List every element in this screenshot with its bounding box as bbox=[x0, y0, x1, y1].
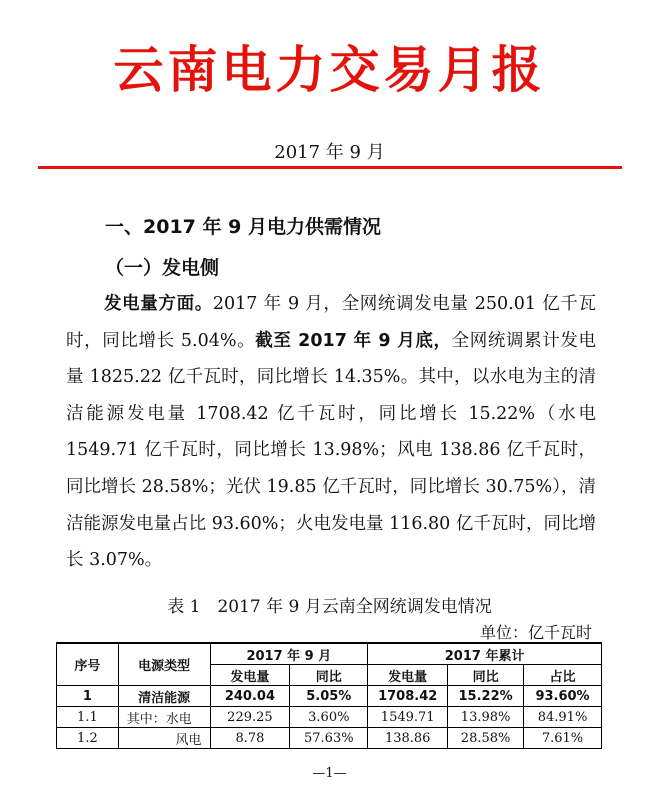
page-number: —1— bbox=[312, 766, 347, 781]
row-seq: 1.1 bbox=[57, 707, 119, 728]
header-cumulative-group: 2017 年累计 bbox=[368, 643, 602, 665]
table-unit: 单位：亿千瓦时 bbox=[479, 623, 592, 642]
row-type: 风电 bbox=[118, 728, 210, 749]
row-month-yoy: 3.60% bbox=[290, 707, 368, 728]
para-text-1: 2017 年 9 月，全网统调发电量 250.01 亿千瓦时，同比增长 5.04%。 bbox=[66, 294, 597, 351]
row-seq: 1.2 bbox=[57, 728, 119, 749]
row-type: 其中：水电 bbox=[118, 707, 210, 728]
row-cum-gen: 1708.42 bbox=[368, 686, 448, 707]
header-month-gen: 发电量 bbox=[210, 665, 290, 686]
row-month-yoy: 57.63% bbox=[290, 728, 368, 749]
row-cum-gen: 1549.71 bbox=[368, 707, 448, 728]
table-row bbox=[57, 728, 602, 749]
para-mid-bold: 截至 2017 年 9 月底， bbox=[255, 330, 452, 351]
row-seq: 1 bbox=[57, 686, 119, 707]
row-month-gen: 8.78 bbox=[210, 728, 290, 749]
table-row bbox=[57, 686, 602, 707]
generation-table bbox=[56, 642, 602, 749]
row-month-yoy: 5.05% bbox=[290, 686, 368, 707]
row-cum-yoy: 13.98% bbox=[448, 707, 524, 728]
row-cum-yoy: 15.22% bbox=[448, 686, 524, 707]
section-heading: 一、2017 年 9 月电力供需情况 bbox=[105, 216, 381, 238]
header-month-yoy: 同比 bbox=[290, 665, 368, 686]
row-cum-gen: 138.86 bbox=[368, 728, 448, 749]
header-type: 电源类型 bbox=[118, 643, 210, 686]
header-month-group: 2017 年 9 月 bbox=[210, 643, 368, 665]
issue-date: 2017 年 9 月 bbox=[274, 142, 385, 163]
row-cum-yoy: 28.58% bbox=[448, 728, 524, 749]
row-share: 7.61% bbox=[524, 728, 602, 749]
header-share: 占比 bbox=[524, 665, 602, 686]
row-month-gen: 229.25 bbox=[210, 707, 290, 728]
report-masthead: 云南电力交易月报 bbox=[113, 40, 546, 99]
header-seq: 序号 bbox=[57, 643, 119, 686]
row-month-gen: 240.04 bbox=[210, 686, 290, 707]
subsection-heading: （一）发电侧 bbox=[105, 257, 220, 279]
row-type: 清洁能源 bbox=[118, 686, 210, 707]
masthead-divider bbox=[38, 166, 622, 169]
row-share: 84.91% bbox=[524, 707, 602, 728]
header-cum-yoy: 同比 bbox=[448, 665, 524, 686]
table-caption: 表 1 2017 年 9 月云南全网统调发电情况 bbox=[167, 597, 492, 617]
para-text-2: 全网统调累计发电量 1825.22 亿千瓦时，同比增长 14.35%。其中，以水电为主的清洁能源发电量 1708.42 亿千瓦时，同比增长 15.22%（水电 1549.71 亿千瓦时，同比增长 13.98%；风电 138.86 亿千瓦时，同比增长 28.58%；光伏 19.85 亿千瓦时，同比增长 30.75%），清洁能源发电量占比 93.60%；火电发电量 116.80 亿千瓦时，同比增长 3.07%。 bbox=[66, 330, 597, 571]
para-lead-bold: 发电量方面。 bbox=[104, 294, 213, 314]
header-cum-gen: 发电量 bbox=[368, 665, 448, 686]
row-share: 93.60% bbox=[524, 686, 602, 707]
generation-paragraph bbox=[66, 286, 596, 579]
table-row bbox=[57, 707, 602, 728]
